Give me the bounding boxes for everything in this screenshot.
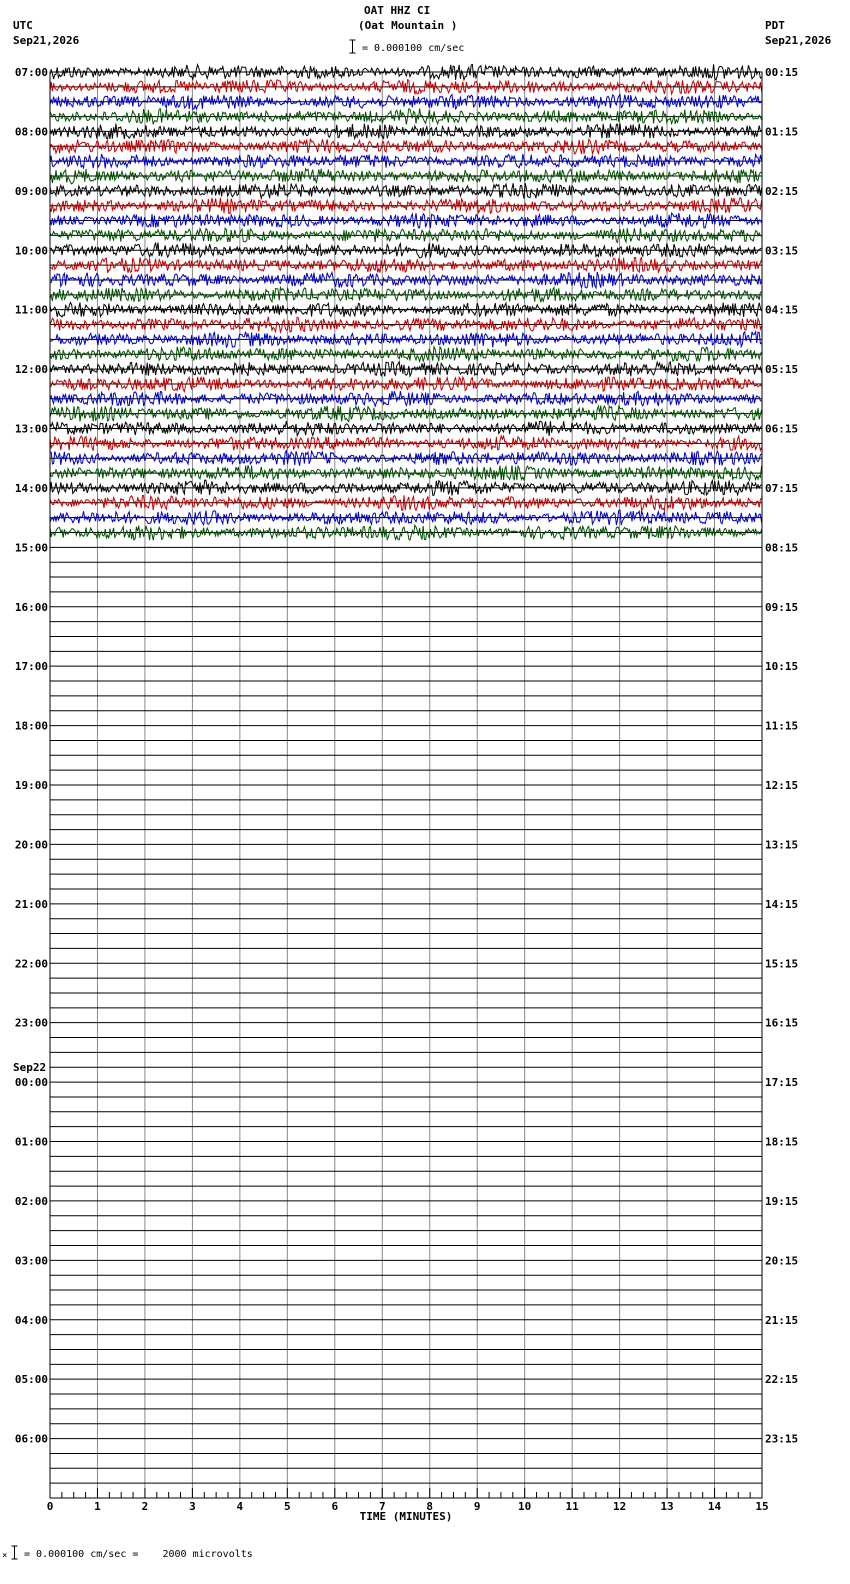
x-tick-label: 3 (189, 1500, 196, 1513)
pdt-hour-label: 06:15 (765, 422, 799, 436)
pdt-hour-label: 03:15 (765, 244, 799, 258)
scale-text: = 0.000100 cm/sec (362, 43, 465, 54)
utc-hour-label: 09:00 (14, 184, 48, 198)
utc-hour-label: 20:00 (14, 838, 48, 852)
utc-hour-label: 22:00 (14, 957, 48, 971)
pdt-date: Sep21,2026 (765, 34, 832, 47)
x-tick-label: 13 (660, 1500, 674, 1513)
x-tick-label: 9 (473, 1500, 481, 1513)
utc-hour-label: 23:00 (14, 1016, 48, 1030)
pdt-hour-label: 23:15 (765, 1432, 799, 1446)
utc-label: UTC (13, 19, 33, 32)
x-tick-label: 2 (141, 1500, 149, 1513)
utc-hour-label: 19:00 (14, 779, 48, 792)
pdt-hour-label: 00:15 (765, 66, 799, 79)
pdt-hour-label: 08:15 (765, 541, 799, 555)
pdt-hour-label: 14:15 (765, 897, 799, 911)
utc-hour-label: 01:00 (14, 1135, 48, 1149)
x-tick-label: 10 (518, 1500, 532, 1513)
pdt-hour-label: 01:15 (765, 125, 799, 139)
x-tick-label: 8 (426, 1500, 434, 1513)
station-title: OAT HHZ CI (364, 4, 431, 17)
utc-hour-label: 15:00 (14, 541, 48, 555)
x-tick-label: 15 (755, 1500, 769, 1513)
utc-hour-label: 12:00 (14, 363, 48, 377)
pdt-hour-label: 16:15 (765, 1016, 799, 1030)
utc-hour-label: 10:00 (14, 244, 48, 258)
footer-mark: × (2, 1551, 8, 1561)
utc-hour-label: 21:00 (14, 897, 48, 911)
station-name: (Oat Mountain ) (358, 19, 458, 32)
date-change-label: Sep22 (13, 1061, 47, 1075)
pdt-hour-label: 07:15 (765, 481, 799, 495)
footer-scale-text: = 0.000100 cm/sec = 2000 microvolts (24, 1549, 253, 1560)
utc-hour-label: 08:00 (14, 125, 48, 139)
pdt-hour-label: 04:15 (765, 303, 799, 317)
x-tick-label: 11 (565, 1500, 579, 1513)
pdt-hour-label: 09:15 (765, 600, 799, 614)
x-axis-label: TIME (MINUTES) (359, 1510, 453, 1523)
utc-hour-label: 07:00 (14, 66, 48, 79)
pdt-hour-label: 19:15 (765, 1194, 799, 1208)
utc-hour-label: 05:00 (14, 1373, 48, 1387)
utc-hour-label: 14:00 (14, 481, 48, 495)
pdt-hour-label: 02:15 (765, 184, 799, 198)
utc-hour-label: 17:00 (14, 660, 48, 674)
seismic-trace (50, 465, 762, 480)
pdt-hour-label: 21:15 (765, 1313, 799, 1327)
x-tick-label: 1 (94, 1500, 101, 1513)
pdt-hour-label: 22:15 (765, 1373, 799, 1387)
utc-hour-label: 13:00 (14, 422, 48, 436)
pdt-hour-label: 18:15 (765, 1135, 799, 1149)
pdt-hour-label: 15:15 (765, 957, 799, 971)
scale-bar-icon (349, 39, 356, 54)
utc-hour-label: 16:00 (14, 600, 48, 614)
x-tick-label: 5 (284, 1500, 291, 1513)
utc-hour-label: 02:00 (14, 1194, 48, 1208)
x-tick-label: 7 (378, 1500, 386, 1513)
x-tick-label: 0 (46, 1500, 54, 1513)
pdt-hour-label: 17:15 (765, 1076, 799, 1090)
x-tick-label: 12 (612, 1500, 627, 1513)
pdt-label: PDT (765, 19, 785, 32)
pdt-hour-label: 05:15 (765, 363, 799, 377)
pdt-hour-label: 11:15 (765, 719, 799, 733)
pdt-hour-label: 20:15 (765, 1254, 799, 1268)
pdt-hour-label: 12:15 (765, 779, 799, 792)
utc-hour-label: 04:00 (14, 1313, 48, 1327)
x-tick-label: 6 (331, 1500, 339, 1513)
utc-hour-label: 03:00 (14, 1254, 48, 1268)
utc-hour-label: 18:00 (14, 719, 48, 733)
utc-hour-label: 11:00 (14, 303, 48, 317)
footer-scale-bar-icon (11, 1545, 18, 1560)
utc-hour-label: 00:00 (14, 1076, 48, 1090)
pdt-hour-label: 10:15 (765, 660, 799, 674)
utc-hour-label: 06:00 (14, 1432, 48, 1446)
utc-date: Sep21,2026 (13, 34, 80, 47)
seismic-trace (50, 436, 762, 451)
x-tick-label: 14 (707, 1500, 722, 1513)
pdt-hour-label: 13:15 (765, 838, 799, 852)
x-tick-label: 4 (236, 1500, 244, 1513)
